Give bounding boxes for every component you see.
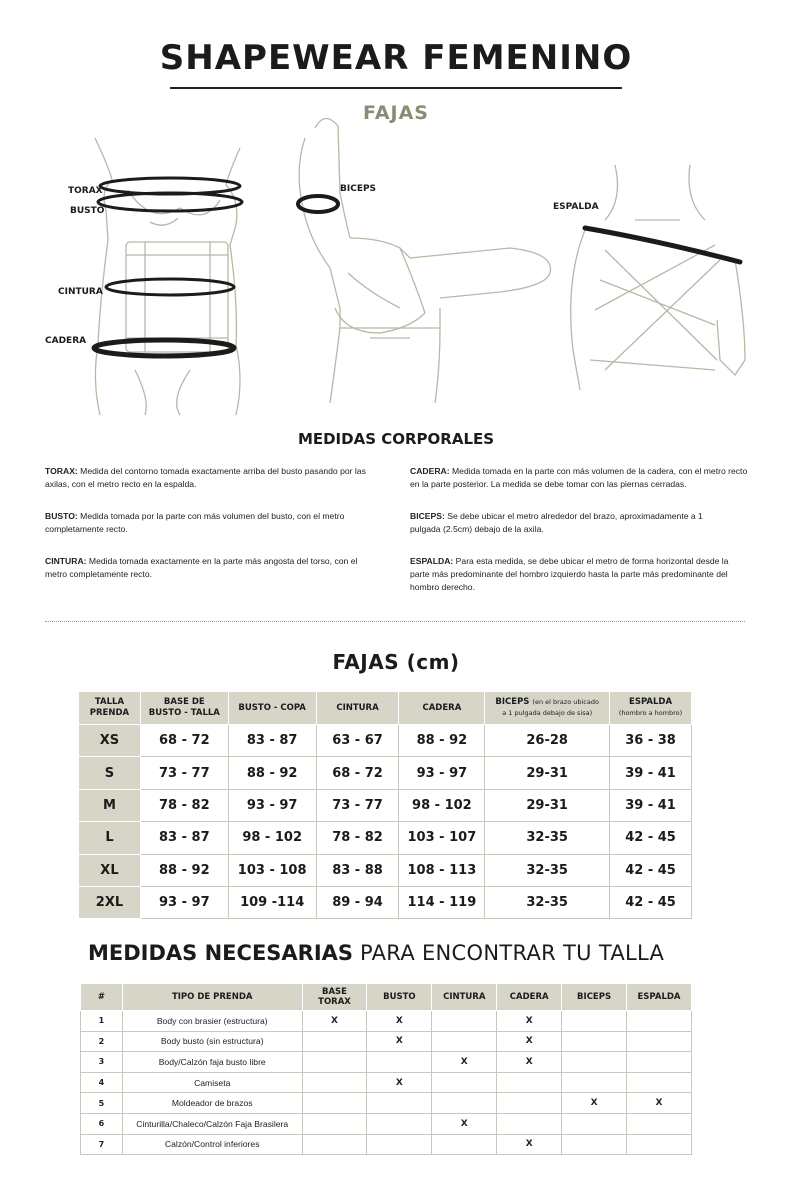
cell-cintura: 68 - 72 [316, 757, 399, 789]
cell-cadera: 98 - 102 [399, 789, 485, 821]
col-espalda: ESPALDA (hombro a hombro) [610, 692, 692, 725]
col-num: # [81, 984, 123, 1011]
cell-cintura: 83 - 88 [316, 854, 399, 886]
cell-cintura: X [432, 1113, 497, 1134]
cell-num: 6 [81, 1113, 123, 1134]
table-row [81, 1113, 692, 1134]
cell-tipo: Calzón/Control inferiores [122, 1134, 302, 1155]
cell-cadera [497, 1072, 562, 1093]
cell-busto: 83 - 87 [228, 725, 316, 757]
cell-num: 5 [81, 1093, 123, 1114]
section-divider [45, 621, 745, 622]
desc-espalda [410, 555, 735, 594]
label-espalda: ESPALDA [553, 202, 599, 212]
desc-busto [45, 510, 375, 536]
cell-espalda: 39 - 41 [610, 757, 692, 789]
medidas-corporales-title: MEDIDAS CORPORALES [297, 430, 495, 448]
cell-base: 73 - 77 [140, 757, 228, 789]
cell-busto: 93 - 97 [228, 789, 316, 821]
size-table [78, 691, 692, 919]
back-body-illustration [545, 160, 750, 400]
cell-cadera: X [497, 1031, 562, 1052]
desc-term: CINTURA: [45, 556, 87, 566]
col-busto: BUSTO [367, 984, 432, 1011]
cell-espalda [627, 1072, 692, 1093]
table-row [79, 789, 692, 821]
cell-tipo: Moldeador de brazos [122, 1093, 302, 1114]
cell-espalda [627, 1011, 692, 1032]
cell-busto: 98 - 102 [228, 822, 316, 854]
cell-tipo: Body/Calzón faja busto libre [122, 1052, 302, 1073]
desc-text: Medida tomada en la parte con más volumen de la cadera, con el metro recto en la parte posterior. La medida se debe tomar con las piernas cerradas. [410, 466, 748, 489]
cell-cadera [497, 1113, 562, 1134]
cell-tipo: Body busto (sin estructura) [122, 1031, 302, 1052]
cell-biceps: 29-31 [485, 757, 610, 789]
cell-cadera [497, 1093, 562, 1114]
cell-base [302, 1093, 367, 1114]
col-busto: BUSTO - COPA [228, 692, 316, 725]
page-title: SHAPEWEAR FEMENINO [159, 38, 633, 78]
cell-busto [367, 1113, 432, 1134]
cell-tipo: Camiseta [122, 1072, 302, 1093]
cell-biceps: 26-28 [485, 725, 610, 757]
label-cintura: CINTURA [58, 287, 103, 297]
necesarias-table-header [81, 984, 692, 1011]
necesarias-table [80, 983, 692, 1155]
cell-talla: M [79, 789, 141, 821]
cell-cadera: 88 - 92 [399, 725, 485, 757]
cell-espalda: X [627, 1093, 692, 1114]
table-row [81, 1011, 692, 1032]
cell-num: 2 [81, 1031, 123, 1052]
cell-cintura: 78 - 82 [316, 822, 399, 854]
cell-busto: 88 - 92 [228, 757, 316, 789]
cell-num: 1 [81, 1011, 123, 1032]
cell-biceps [562, 1031, 627, 1052]
col-cadera: CADERA [497, 984, 562, 1011]
desc-biceps [410, 510, 720, 536]
cell-base [302, 1031, 367, 1052]
title-divider [170, 87, 622, 89]
cell-cintura: 63 - 67 [316, 725, 399, 757]
cell-busto: 109 -114 [228, 886, 316, 918]
cell-cadera: X [497, 1052, 562, 1073]
cell-busto: 103 - 108 [228, 854, 316, 886]
cell-talla: 2XL [79, 886, 141, 918]
cell-base [302, 1113, 367, 1134]
cell-espalda: 42 - 45 [610, 822, 692, 854]
cell-base [302, 1072, 367, 1093]
desc-cintura [45, 555, 375, 581]
cell-cadera: X [497, 1011, 562, 1032]
col-espalda: ESPALDA [627, 984, 692, 1011]
table-row [79, 725, 692, 757]
necesarias-title-light: PARA ENCONTRAR TU TALLA [353, 941, 665, 965]
cell-cintura [432, 1011, 497, 1032]
table-row [81, 1134, 692, 1155]
desc-text: Medida tomada por la parte con más volumen del busto, con el metro completamente recto. [45, 511, 345, 534]
desc-term: BUSTO: [45, 511, 78, 521]
cell-tipo: Body con brasier (estructura) [122, 1011, 302, 1032]
cell-espalda: 42 - 45 [610, 886, 692, 918]
cell-cadera: X [497, 1134, 562, 1155]
cell-tipo: Cinturilla/Chaleco/Calzón Faja Brasilera [122, 1113, 302, 1134]
cell-base [302, 1052, 367, 1073]
cell-base [302, 1134, 367, 1155]
cell-talla: XS [79, 725, 141, 757]
cell-cintura: 89 - 94 [316, 886, 399, 918]
cell-espalda [627, 1134, 692, 1155]
size-table-header [79, 692, 692, 725]
desc-text: Se debe ubicar el metro alrededor del brazo, aproximadamente a 1 pulgada (2.5cm) debajo de la axila. [410, 511, 703, 534]
cell-num: 4 [81, 1072, 123, 1093]
cell-cintura [432, 1093, 497, 1114]
cell-cintura: X [432, 1052, 497, 1073]
cell-base: 78 - 82 [140, 789, 228, 821]
col-tipo: TIPO DE PRENDA [122, 984, 302, 1011]
cell-espalda [627, 1052, 692, 1073]
desc-cadera [410, 465, 750, 491]
cell-base: 83 - 87 [140, 822, 228, 854]
cell-busto: X [367, 1072, 432, 1093]
desc-term: BICEPS: [410, 511, 445, 521]
front-body-illustration [40, 130, 270, 420]
cell-cadera: 103 - 107 [399, 822, 485, 854]
cell-talla: L [79, 822, 141, 854]
table-row [81, 1093, 692, 1114]
cell-busto: X [367, 1031, 432, 1052]
table-row [81, 1072, 692, 1093]
cell-biceps [562, 1011, 627, 1032]
cell-busto [367, 1093, 432, 1114]
cell-num: 3 [81, 1052, 123, 1073]
cell-biceps: 29-31 [485, 789, 610, 821]
cell-num: 7 [81, 1134, 123, 1155]
desc-term: TORAX: [45, 466, 78, 476]
cell-talla: XL [79, 854, 141, 886]
table-row [81, 1031, 692, 1052]
cell-base: X [302, 1011, 367, 1032]
cell-busto [367, 1052, 432, 1073]
col-base: BASE DE BUSTO - TALLA [140, 692, 228, 725]
table-row [79, 854, 692, 886]
necesarias-title [88, 941, 664, 965]
cell-biceps: X [562, 1093, 627, 1114]
cell-busto: X [367, 1011, 432, 1032]
cell-busto [367, 1134, 432, 1155]
cell-espalda: 39 - 41 [610, 789, 692, 821]
cell-biceps [562, 1134, 627, 1155]
cell-cintura: 73 - 77 [316, 789, 399, 821]
cell-base: 68 - 72 [140, 725, 228, 757]
cell-base: 93 - 97 [140, 886, 228, 918]
table-row [79, 757, 692, 789]
label-cadera: CADERA [45, 336, 87, 346]
desc-text: Para esta medida, se debe ubicar el metro de forma horizontal desde la parte más predominante del hombro izquierdo hasta la parte más predominante del hombro derecho. [410, 556, 729, 592]
col-cintura: CINTURA [316, 692, 399, 725]
size-table-title: FAJAS (cm) [332, 650, 460, 674]
cell-espalda: 36 - 38 [610, 725, 692, 757]
cell-biceps: 32-35 [485, 854, 610, 886]
cell-biceps [562, 1113, 627, 1134]
cell-cadera: 108 - 113 [399, 854, 485, 886]
cell-talla: S [79, 757, 141, 789]
cell-espalda: 42 - 45 [610, 854, 692, 886]
col-cintura: CINTURA [432, 984, 497, 1011]
cell-cintura [432, 1134, 497, 1155]
desc-text: Medida del contorno tomada exactamente arriba del busto pasando por las axilas, con el metro recto en la espalda. [45, 466, 366, 489]
table-row [79, 886, 692, 918]
desc-term: CADERA: [410, 466, 450, 476]
table-row [81, 1052, 692, 1073]
cell-espalda [627, 1031, 692, 1052]
necesarias-title-bold: MEDIDAS NECESARIAS [88, 941, 354, 965]
col-cadera: CADERA [399, 692, 485, 725]
label-torax: TORAX [68, 186, 103, 196]
cell-cintura [432, 1072, 497, 1093]
col-base-torax: BASE TORAX [302, 984, 367, 1011]
col-biceps: BICEPS [562, 984, 627, 1011]
cell-biceps: 32-35 [485, 822, 610, 854]
col-biceps: BICEPS (en el brazo ubicado a 1 pulgada debajo de sisa) [485, 692, 610, 725]
col-talla: TALLA PRENDA [79, 692, 141, 725]
cell-biceps: 32-35 [485, 886, 610, 918]
cell-cadera: 93 - 97 [399, 757, 485, 789]
cell-cintura [432, 1031, 497, 1052]
label-busto: BUSTO [70, 206, 105, 216]
cell-biceps [562, 1072, 627, 1093]
desc-term: ESPALDA: [410, 556, 454, 566]
cell-biceps [562, 1052, 627, 1073]
desc-torax [45, 465, 375, 491]
cell-base: 88 - 92 [140, 854, 228, 886]
label-biceps: BICEPS [340, 184, 377, 194]
table-row [79, 822, 692, 854]
cell-cadera: 114 - 119 [399, 886, 485, 918]
side-body-illustration [290, 108, 560, 408]
desc-text: Medida tomada exactamente en la parte más angosta del torso, con el metro completamente recto. [45, 556, 358, 579]
page-subtitle: FAJAS [363, 102, 429, 124]
cell-espalda [627, 1113, 692, 1134]
